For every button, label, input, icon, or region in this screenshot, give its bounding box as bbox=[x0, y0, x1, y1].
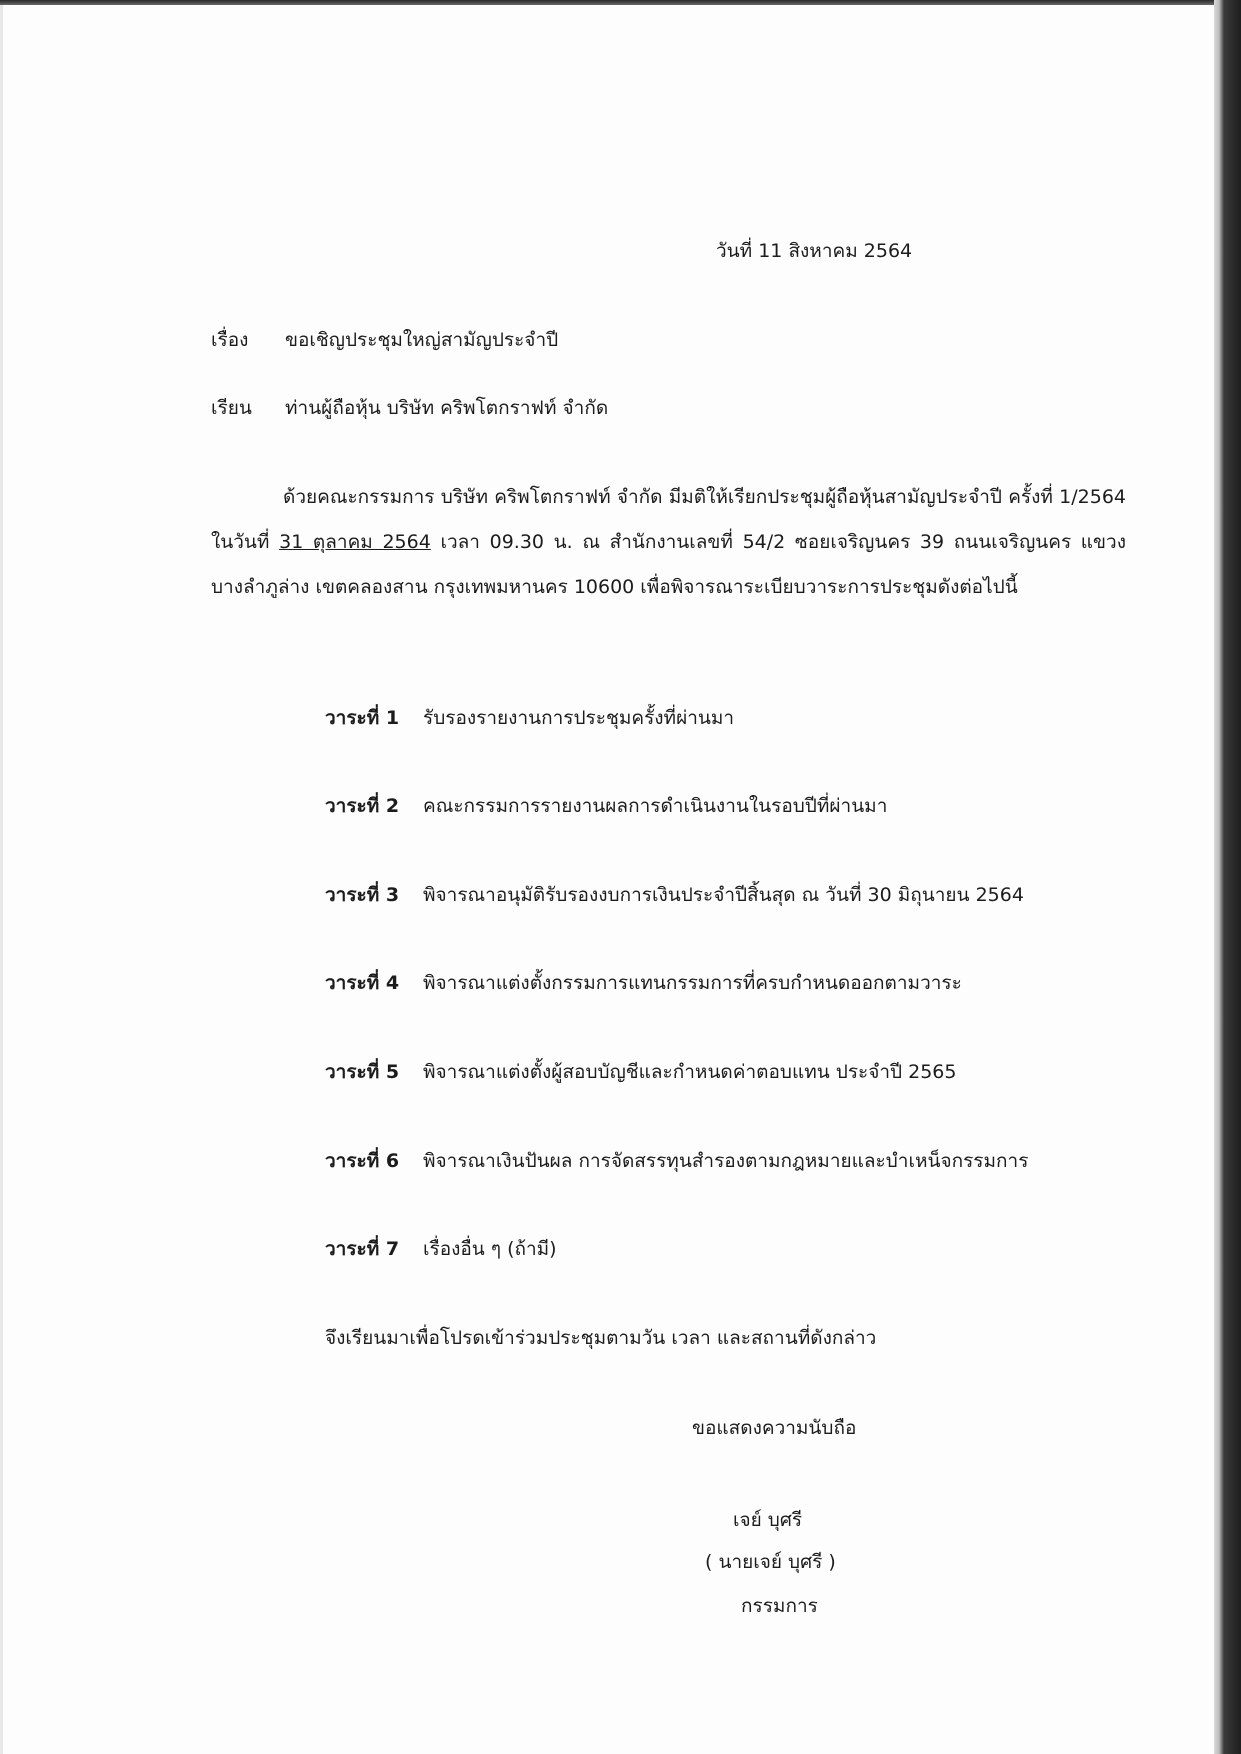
signer-title: กรรมการ bbox=[741, 1595, 818, 1617]
agenda-number: วาระที่ 1 bbox=[325, 707, 400, 729]
scan-edge-left bbox=[0, 0, 3, 1754]
agenda-item bbox=[325, 1060, 956, 1084]
agenda-item bbox=[325, 971, 962, 995]
agenda-item bbox=[325, 706, 734, 730]
agenda-number: วาระที่ 5 bbox=[325, 1061, 400, 1083]
agenda-item bbox=[325, 883, 1024, 907]
agenda-text: พิจารณาอนุมัติรับรองงบการเงินประจำปีสิ้นสุด ณ วันที่ 30 มิถุนายน 2564 bbox=[423, 884, 1024, 906]
signature: เจย์ บุศรี bbox=[733, 1509, 803, 1531]
closing-sentence: จึงเรียนมาเพื่อโปรดเข้าร่วมประชุมตามวัน เวลา และสถานที่ดังกล่าว bbox=[325, 1327, 877, 1349]
agenda-number: วาระที่ 6 bbox=[325, 1150, 400, 1172]
subject-text: ขอเชิญประชุมใหญ่สามัญประจำปี bbox=[285, 329, 559, 351]
signer-full-name: ( นายเจย์ บุศรี ) bbox=[705, 1551, 836, 1573]
agenda-number: วาระที่ 7 bbox=[325, 1238, 400, 1260]
recipient-label: เรียน bbox=[211, 397, 252, 419]
agenda-text: รับรองรายงานการประชุมครั้งที่ผ่านมา bbox=[423, 707, 735, 729]
regards-text: ขอแสดงความนับถือ bbox=[692, 1417, 857, 1439]
agenda-item bbox=[325, 794, 887, 818]
recipient-text: ท่านผู้ถือหุ้น บริษัท คริพโตกราฟท์ จำกัด bbox=[285, 397, 609, 419]
agenda-text: เรื่องอื่น ๆ (ถ้ามี) bbox=[423, 1238, 557, 1260]
agenda-text: พิจารณาเงินปันผล การจัดสรรทุนสำรองตามกฎหมายและบำเหน็จกรรมการ bbox=[423, 1150, 1029, 1172]
body-paragraph bbox=[211, 475, 1126, 610]
subject-label: เรื่อง bbox=[211, 329, 249, 351]
letter-date: วันที่ 11 สิงหาคม 2564 bbox=[716, 240, 913, 262]
agenda-text: คณะกรรมการรายงานผลการดำเนินงานในรอบปีที่ผ่านมา bbox=[423, 795, 888, 817]
agenda-number: วาระที่ 2 bbox=[325, 795, 400, 817]
body-text-part2: เวลา 09.30 น. ณ สำนักงานเลขที่ 54/2 ซอยเจริญนคร 39 ถนนเจริญนคร แขวงบางลำภูล่าง เขตคลองสาน กรุงเทพมหานคร 10600 เพื่อพิจารณาระเบียบวาระการประชุมดังต่อไปนี้ bbox=[211, 531, 1126, 598]
agenda-text: พิจารณาแต่งตั้งผู้สอบบัญชีและกำหนดค่าตอบแทน ประจำปี 2565 bbox=[423, 1061, 957, 1083]
agenda-item bbox=[325, 1237, 557, 1261]
scan-edge-top bbox=[0, 0, 1241, 5]
agenda-item bbox=[325, 1149, 1028, 1173]
agenda-number: วาระที่ 4 bbox=[325, 972, 400, 994]
agenda-text: พิจารณาแต่งตั้งกรรมการแทนกรรมการที่ครบกำหนดออกตามวาระ bbox=[423, 972, 962, 994]
agenda-number: วาระที่ 3 bbox=[325, 884, 400, 906]
scan-edge-right bbox=[1214, 0, 1241, 1754]
meeting-date: 31 ตุลาคม 2564 bbox=[279, 531, 431, 553]
body-text-part1: ด้วยคณะกรรมการ บริษัท คริพโตกราฟท์ จำกัด มีมติให้เรียกประชุมผู้ถือหุ้นสามัญประจำปี ครั้งที่ 1/2564 ในวันที่ bbox=[211, 486, 1126, 553]
